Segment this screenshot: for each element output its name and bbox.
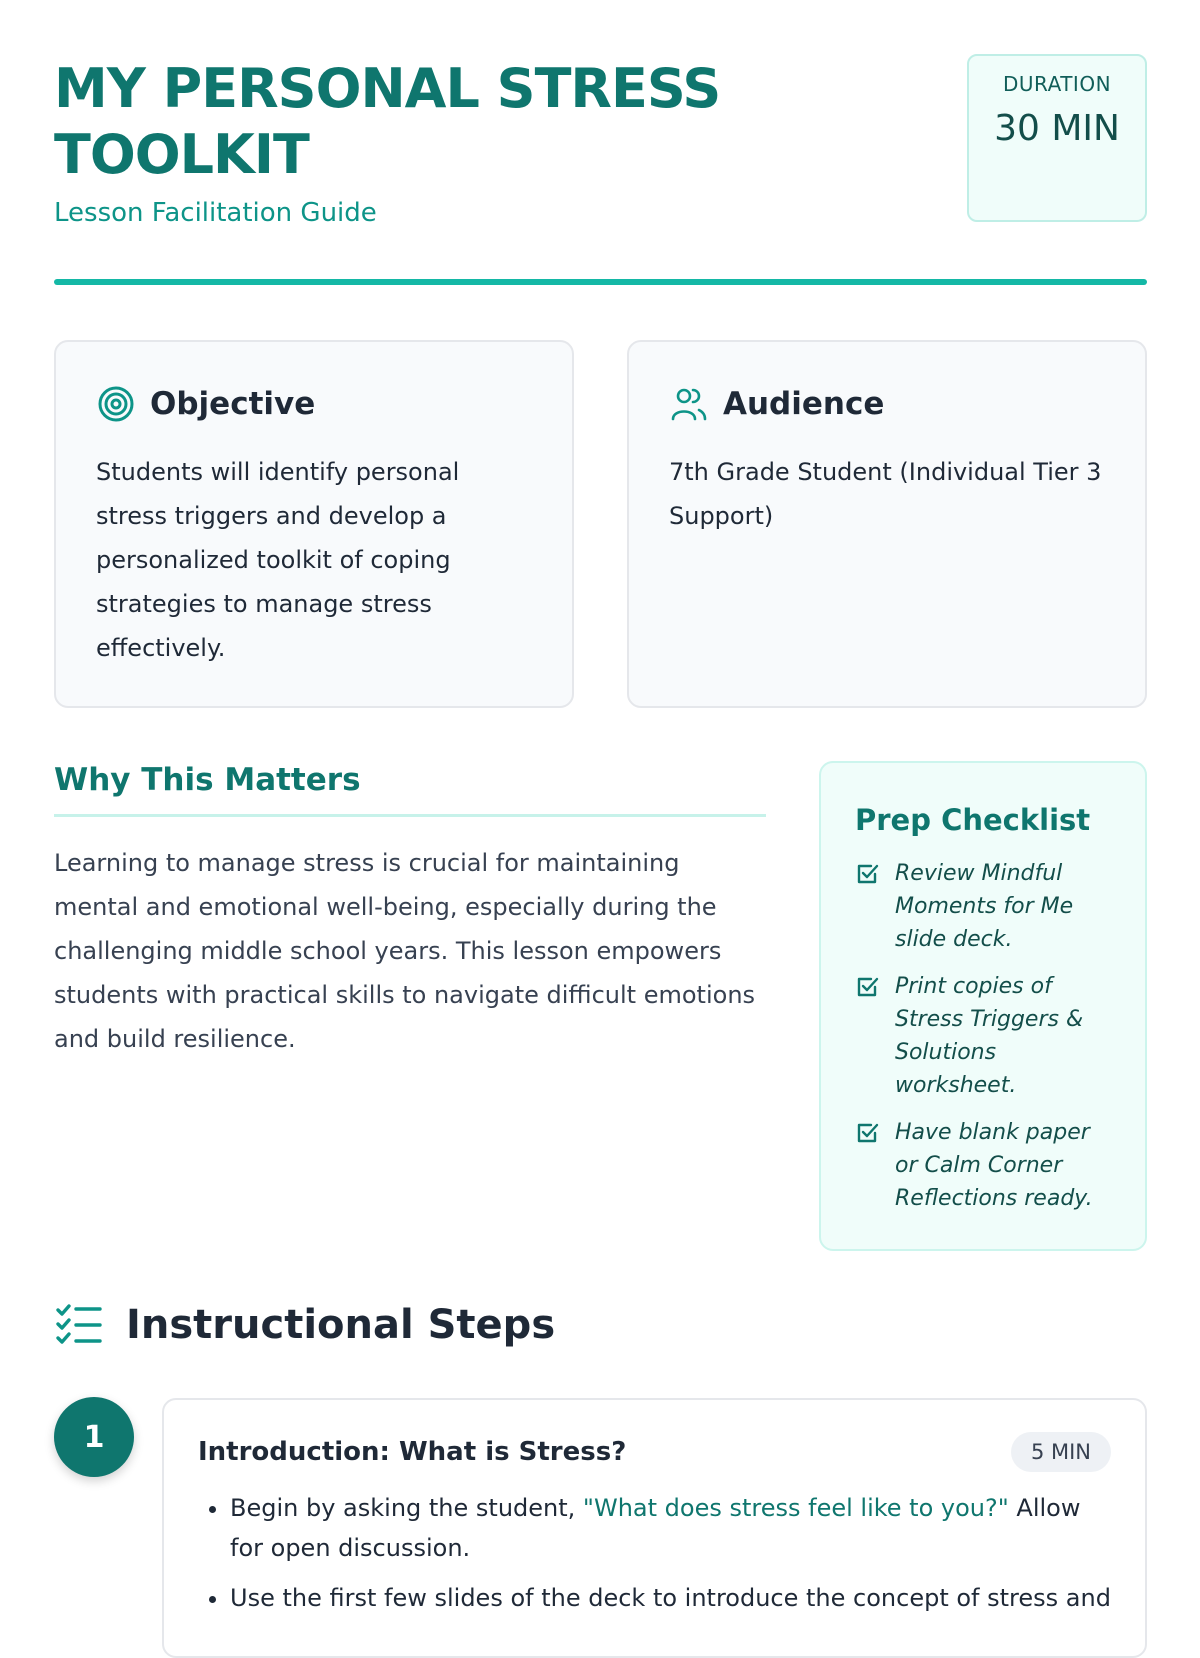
info-cards — [54, 340, 1147, 708]
checkbox-checked-icon — [855, 1120, 881, 1146]
why-section — [54, 762, 766, 1061]
step-card — [162, 1398, 1147, 1658]
audience-text: 7th Grade Student (Individual Tier 3 Support) — [669, 458, 1102, 530]
users-icon — [669, 384, 709, 424]
prep-list — [855, 857, 1113, 1215]
page-title: MY PERSONAL STRESS TOOLKIT — [54, 57, 721, 186]
why-title: Why This Matters — [54, 762, 361, 798]
duration-box — [967, 54, 1147, 222]
prep-title: Prep Checklist — [855, 803, 1091, 837]
steps-heading — [54, 1300, 555, 1350]
page-subtitle: Lesson Facilitation Guide — [54, 198, 377, 228]
why-text: Learning to manage stress is crucial for maintaining mental and emotional well-being, especially during the challenging middle school years. This lesson empowers students with practical skills to navigate difficult emotions and build resilience. — [54, 849, 756, 1053]
step-bullet: • Use the first few slides of the deck to introduce the concept of stress and — [230, 1578, 1111, 1618]
step-bullet — [230, 1488, 1111, 1568]
prep-item — [855, 970, 1113, 1102]
audience-card — [627, 340, 1147, 708]
lesson-page — [54, 0, 1147, 1612]
why-divider — [54, 814, 766, 817]
checklist-icon — [54, 1300, 104, 1350]
prep-item — [855, 857, 1113, 956]
header — [54, 0, 1147, 290]
step-number-badge: 1 — [54, 1397, 134, 1477]
header-divider — [54, 279, 1147, 285]
objective-text: Students will identify personal stress triggers and develop a personalized toolkit of coping strategies to manage stress effectively. — [96, 458, 460, 662]
target-icon — [96, 384, 136, 424]
step-bullet-text-after: Allow for open discussion. — [230, 1494, 1081, 1562]
objective-card — [54, 340, 574, 708]
audience-title: Audience — [723, 386, 885, 422]
steps-title: Instructional Steps — [126, 1302, 556, 1348]
prep-item-text: Have blank paper or Calm Corner Reflections ready. — [895, 1120, 1093, 1211]
prep-item-text: Review Mindful Moments for Me slide deck. — [895, 861, 1074, 952]
step-duration-badge: 5 MIN — [1011, 1432, 1111, 1472]
checkbox-checked-icon — [855, 861, 881, 887]
prep-item — [855, 1116, 1113, 1215]
objective-title: Objective — [150, 386, 316, 422]
prep-item-text: Print copies of Stress Triggers & Solutions worksheet. — [895, 974, 1084, 1098]
duration-value: 30 MIN — [994, 108, 1120, 149]
step-bullet-quote: "What does stress feel like to you?" — [582, 1494, 1009, 1522]
step-bullets — [198, 1488, 1111, 1618]
prep-checklist — [819, 761, 1147, 1251]
step-bullet-text: Begin by asking the student, — [230, 1494, 583, 1522]
checkbox-checked-icon — [855, 974, 881, 1000]
step-title: Introduction: What is Stress? — [198, 1437, 627, 1467]
duration-label: DURATION — [1002, 72, 1112, 96]
